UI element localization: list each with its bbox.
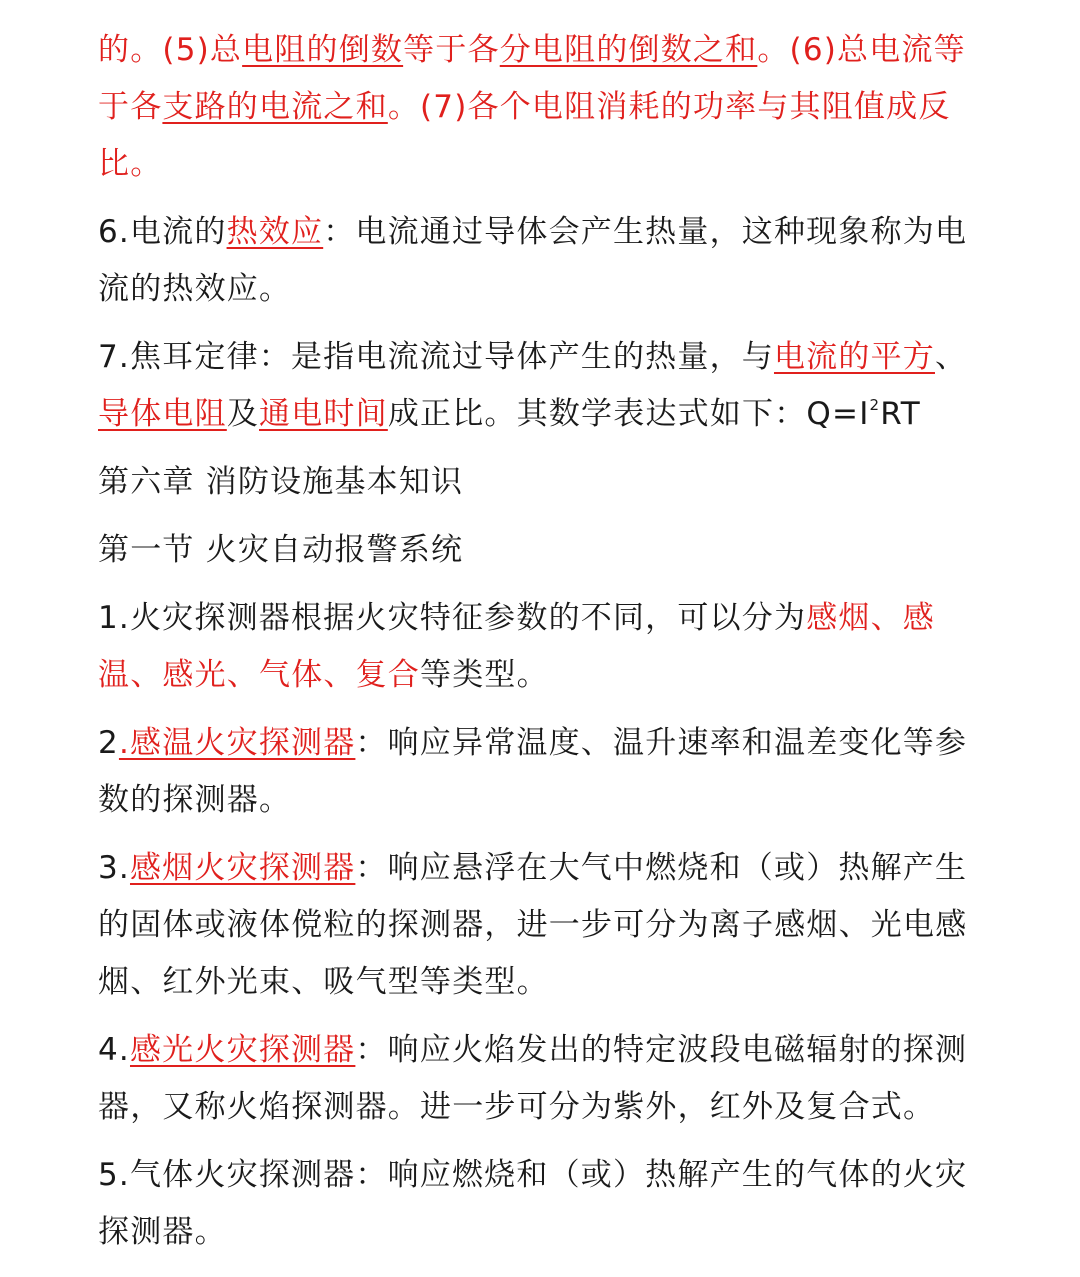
list-item-2: [98, 715, 988, 829]
chapter-heading: 第六章 消防设施基本知识: [98, 464, 464, 500]
text-segment: 等类型。: [420, 657, 549, 693]
underlined-term: 感烟火灾探测器: [129, 850, 356, 886]
text-segment: 成正比。其数学表达式如下：Q=I: [387, 396, 870, 432]
text-segment: 1.火灾探测器根据火灾特征参数的不同，可以分为: [98, 600, 807, 636]
parallel-circuit-paragraph: [98, 22, 988, 193]
list-item-5: [98, 1147, 988, 1261]
text-segment: 6.电流的: [98, 214, 227, 250]
text-segment: 3.: [98, 850, 130, 886]
text-segment: 、: [934, 339, 968, 375]
document-page: [98, 22, 988, 1272]
underlined-term: .感温火灾探测器: [118, 725, 356, 761]
list-item-3: [98, 840, 988, 1011]
underlined-term: 支路的电流之和: [162, 89, 388, 125]
text-segment: RT: [880, 396, 921, 432]
text-segment: ：响应悬浮在大气中燃烧和（或）热解产生的固体或液体傥粒的探测器，进一步可分为离子感烟、光电感烟、红外光束、吸气型等类型。: [98, 850, 968, 1000]
underlined-term: 电流的平方: [773, 339, 935, 375]
text-segment: 5.气体火灾探测器：响应燃烧和（或）热解产生的气体的火灾探测器。: [98, 1157, 968, 1250]
text-segment: 。(6)总电流等于各: [98, 32, 966, 125]
text-segment: ：响应异常温度、温升速率和温差变化等参数的探测器。: [98, 725, 968, 818]
text-segment: 2: [98, 725, 119, 761]
text-segment: 。(7)各个电阻消耗的功率与其阻值成反比。: [98, 89, 951, 182]
list-item-1: [98, 590, 988, 704]
text-segment: 4.: [98, 1032, 130, 1068]
underlined-term: 分电阻的倒数之和: [499, 32, 758, 68]
highlighted-text: 感烟、感温、感光、气体、复合: [98, 600, 935, 693]
text-segment: ：电流通过导体会产生热量，这种现象称为电流的热效应。: [98, 214, 968, 307]
text-segment: ：响应火焰发出的特定波段电磁辐射的探测器，又称火焰探测器。进一步可分为紫外，红外及复合式。: [98, 1032, 968, 1125]
underlined-term: 热效应: [226, 214, 324, 250]
section-heading: 第一节 火灾自动报警系统: [98, 532, 464, 568]
superscript: 2: [869, 396, 881, 414]
underlined-term: 电阻的倒数: [242, 32, 404, 68]
text-segment: 等于各: [403, 32, 500, 68]
text-segment: 7.焦耳定律：是指电流流过导体产生的热量，与: [98, 339, 774, 375]
underlined-term: 感光火灾探测器: [129, 1032, 356, 1068]
joule-law-paragraph: [98, 329, 988, 443]
underlined-term: 导体电阻: [98, 396, 227, 432]
underlined-term: 通电时间: [259, 396, 388, 432]
text-segment: 及: [226, 396, 260, 432]
list-item-4: [98, 1022, 988, 1136]
text-segment: 的。(5)总: [98, 32, 243, 68]
heat-effect-paragraph: [98, 204, 988, 318]
